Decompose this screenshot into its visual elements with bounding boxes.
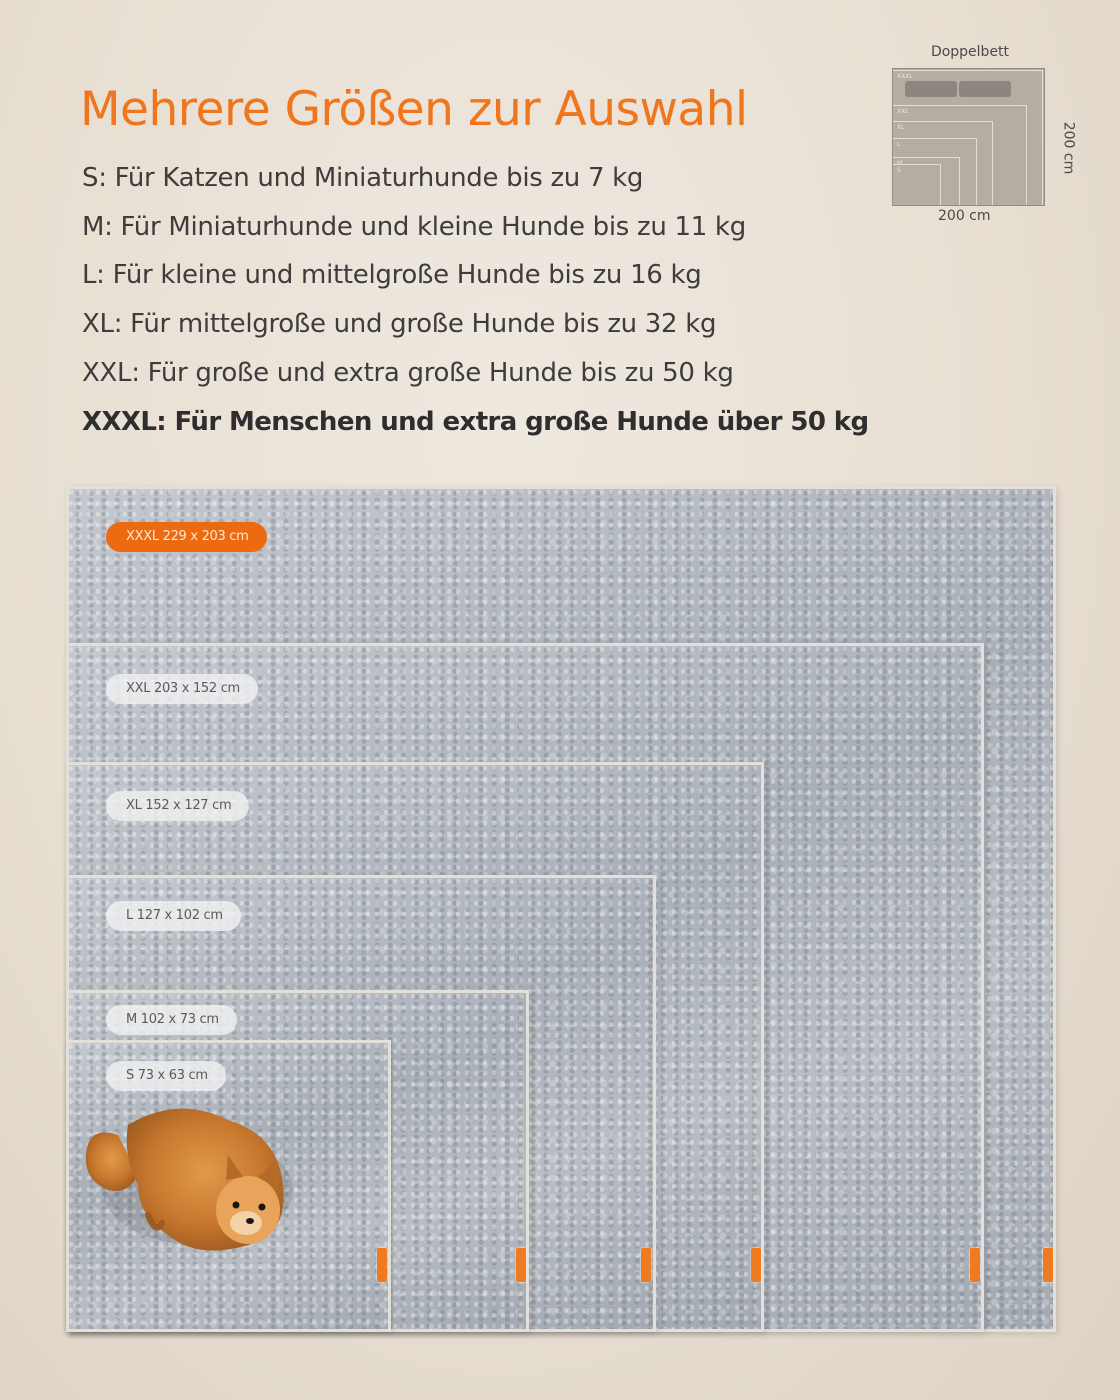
size-label-xxl: XXL 203 x 152 cm <box>106 674 258 704</box>
brand-tag-icon <box>970 1248 980 1282</box>
diagram-title: Doppelbett <box>930 44 1010 60</box>
brand-tag-icon <box>516 1248 526 1282</box>
diagram-height-label: 200 cm <box>1060 121 1077 175</box>
bed-comparison-diagram <box>880 40 1080 240</box>
brand-tag-icon <box>751 1248 761 1282</box>
double-bed-shape <box>892 68 1045 206</box>
brand-tag-icon <box>1043 1248 1053 1282</box>
brand-tag-icon <box>641 1248 651 1282</box>
dog-icon <box>78 1095 308 1265</box>
mini-blanket-m: M <box>893 157 960 205</box>
page-title: Mehrere Größen zur Auswahl <box>80 82 748 137</box>
mini-blanket-xxxl: XXXL <box>893 70 1043 205</box>
size-description-xxxl: XXXL: Für Menschen und extra große Hunde über 50 kg <box>82 407 869 437</box>
size-description-l: L: Für kleine und mittelgroße Hunde bis zu 16 kg <box>82 260 702 290</box>
brand-tag-icon <box>377 1248 387 1282</box>
mini-blanket-xxl: XXL <box>893 105 1027 205</box>
mini-blanket-l: L <box>893 138 977 205</box>
mini-blanket-xl: XL <box>893 121 993 205</box>
mini-blanket-s: S <box>893 164 941 205</box>
size-label-xl: XL 152 x 127 cm <box>106 791 249 821</box>
diagram-width-label: 200 cm <box>938 208 991 224</box>
size-label-m: M 102 x 73 cm <box>106 1005 237 1035</box>
size-label-s: S 73 x 63 cm <box>106 1061 226 1091</box>
size-label-xxxl: XXXL 229 x 203 cm <box>106 522 267 552</box>
size-description-s: S: Für Katzen und Miniaturhunde bis zu 7 kg <box>82 163 644 193</box>
size-description-m: M: Für Miniaturhunde und kleine Hunde bis zu 11 kg <box>82 212 746 242</box>
size-description-xl: XL: Für mittelgroße und große Hunde bis zu 32 kg <box>82 309 717 339</box>
size-label-l: L 127 x 102 cm <box>106 901 241 931</box>
size-description-xxl: XXL: Für große und extra große Hunde bis zu 50 kg <box>82 358 734 388</box>
